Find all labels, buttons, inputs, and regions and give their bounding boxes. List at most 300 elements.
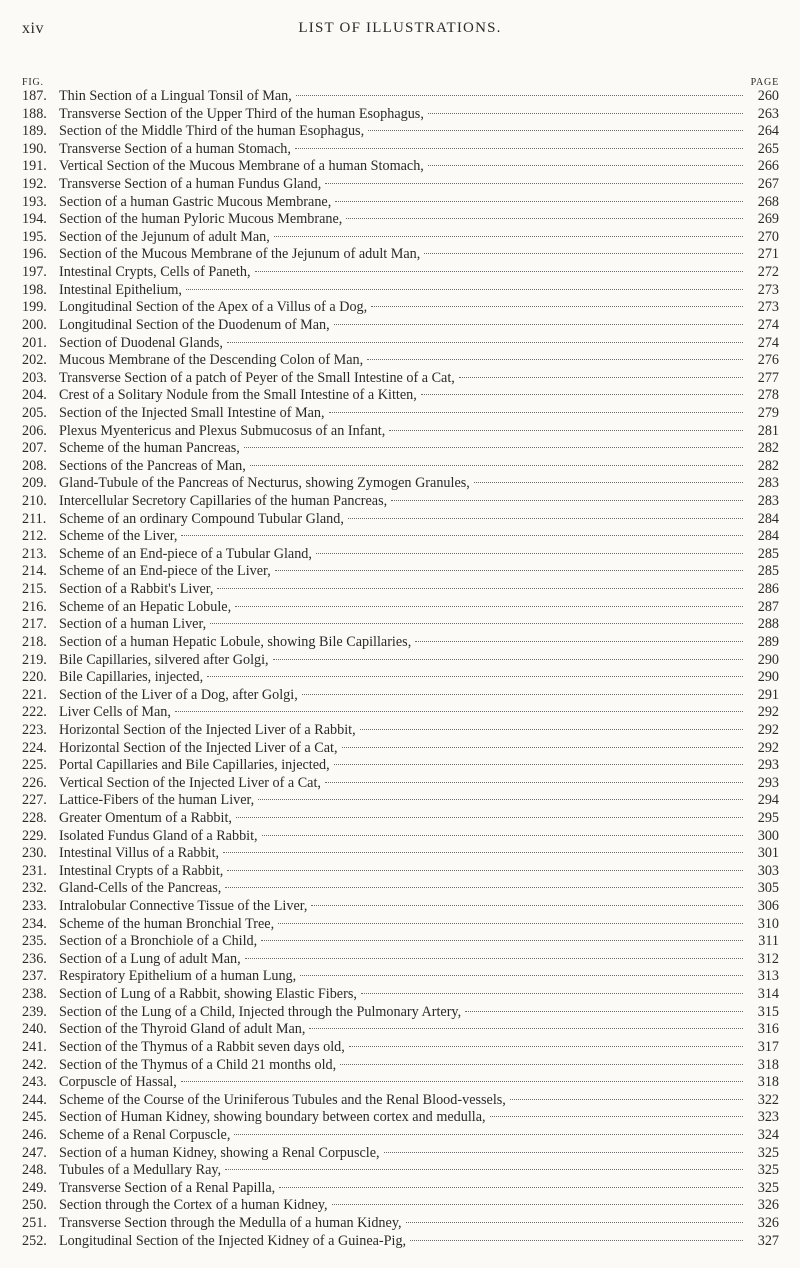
dot-leader: [367, 359, 743, 360]
figure-number: 211.: [22, 510, 47, 527]
list-item: [22, 968, 779, 986]
figure-number: 198.: [22, 281, 47, 298]
figure-number: 239.: [22, 1003, 47, 1020]
page-reference: 305: [757, 880, 779, 897]
list-item: [22, 299, 779, 317]
page-reference: 267: [757, 176, 779, 193]
figure-caption: Horizontal Section of the Injected Liver of a Cat,: [59, 739, 338, 756]
figure-caption: Intralobular Connective Tissue of the Liver,: [59, 898, 308, 915]
page-reference: 310: [757, 915, 779, 932]
page-reference: 281: [757, 422, 779, 439]
figure-caption: Scheme of the Liver,: [59, 528, 178, 545]
page-reference: 317: [757, 1038, 779, 1055]
figure-caption: Tubules of a Medullary Ray,: [59, 1162, 222, 1179]
figure-caption: Section of the Thymus of a Rabbit seven days old,: [59, 1038, 345, 1055]
figure-caption: Section of the Thyroid Gland of adult Man,: [59, 1021, 306, 1038]
figure-number: 187.: [22, 88, 47, 104]
page-reference: 285: [757, 563, 779, 580]
figure-caption: Scheme of the human Pancreas,: [59, 440, 240, 457]
page-reference: 325: [757, 1144, 779, 1161]
page-reference: 326: [757, 1197, 779, 1214]
page-reference: 292: [757, 721, 779, 738]
page-reference: 315: [757, 1003, 779, 1020]
figure-number: 230.: [22, 845, 47, 862]
list-item: [22, 123, 779, 141]
page-reference: 293: [757, 774, 779, 791]
figure-number: 221.: [22, 686, 47, 703]
list-item: [22, 828, 779, 846]
page-reference: 272: [757, 264, 779, 281]
page-reference: 284: [757, 510, 779, 527]
figure-caption: Transverse Section of a Renal Papilla,: [59, 1179, 276, 1196]
list-item: [22, 528, 779, 546]
list-item: [22, 264, 779, 282]
figure-number: 214.: [22, 563, 47, 580]
list-item: [22, 88, 779, 106]
dot-leader: [346, 218, 743, 219]
dot-leader: [302, 694, 743, 695]
page-reference: 314: [757, 986, 779, 1003]
figure-number: 234.: [22, 915, 47, 932]
list-item: [22, 141, 779, 159]
dot-leader: [296, 95, 743, 96]
figure-caption: Section of a human Gastric Mucous Membrane,: [59, 193, 332, 210]
dot-leader: [510, 1099, 743, 1100]
dot-leader: [275, 570, 743, 571]
figure-caption: Intestinal Epithelium,: [59, 281, 182, 298]
list-item: [22, 317, 779, 335]
figure-caption: Section of Duodenal Glands,: [59, 334, 223, 351]
page-reference: 260: [757, 88, 779, 104]
list-item: [22, 687, 779, 705]
figure-caption: Corpuscle of Hassal,: [59, 1074, 177, 1091]
list-item: [22, 387, 779, 405]
figure-caption: Intestinal Crypts of a Rabbit,: [59, 862, 224, 879]
figure-number: 247.: [22, 1144, 47, 1161]
figure-number: 219.: [22, 651, 47, 668]
running-title: LIST OF ILLUSTRATIONS.: [298, 20, 502, 36]
dot-leader: [279, 1187, 743, 1188]
list-item: [22, 704, 779, 722]
page-column-heading: PAGE: [750, 77, 779, 88]
dot-leader: [348, 518, 743, 519]
figure-caption: Intercellular Secretory Capillaries of the human Pancreas,: [59, 493, 388, 510]
page-reference: 306: [757, 898, 779, 915]
page-reference: 322: [757, 1091, 779, 1108]
figure-caption: Intestinal Villus of a Rabbit,: [59, 845, 220, 862]
figure-caption: Longitudinal Section of the Injected Kidney of a Guinea-Pig,: [59, 1232, 407, 1249]
figure-number: 216.: [22, 598, 47, 615]
list-item: [22, 722, 779, 740]
figure-number: 191.: [22, 158, 47, 175]
page-reference: 326: [757, 1215, 779, 1231]
figure-caption: Portal Capillaries and Bile Capillaries, injected,: [59, 757, 330, 774]
dot-leader: [410, 1240, 743, 1241]
list-item: [22, 282, 779, 300]
page-reference: 295: [757, 809, 779, 826]
dot-leader: [474, 482, 743, 483]
figure-number: 212.: [22, 528, 47, 545]
figure-caption: Gland-Tubule of the Pancreas of Necturus, showing Zymogen Granules,: [59, 475, 470, 492]
list-item: [22, 845, 779, 863]
figure-caption: Section of a Bronchiole of a Child,: [59, 933, 258, 950]
list-item: [22, 1215, 779, 1233]
list-item: [22, 1057, 779, 1075]
page-reference: 285: [757, 545, 779, 562]
page-reference: 301: [757, 845, 779, 862]
page-reference: 316: [757, 1021, 779, 1038]
list-item: [22, 757, 779, 775]
list-item: [22, 423, 779, 441]
dot-leader: [428, 165, 743, 166]
list-item: [22, 370, 779, 388]
list-item: [22, 1233, 779, 1251]
figure-number: 195.: [22, 228, 47, 245]
figure-number: 190.: [22, 140, 47, 157]
list-item: [22, 405, 779, 423]
figure-number: 251.: [22, 1215, 47, 1231]
dot-leader: [175, 711, 743, 712]
dot-leader: [349, 1046, 743, 1047]
dot-leader: [262, 835, 743, 836]
page-reference: 266: [757, 158, 779, 175]
figure-caption: Section of a human Hepatic Lobule, showing Bile Capillaries,: [59, 633, 412, 650]
figure-number: 196.: [22, 246, 47, 263]
figure-caption: Section of a human Kidney, showing a Renal Corpuscle,: [59, 1144, 380, 1161]
page-reference: 264: [757, 123, 779, 140]
list-item: [22, 880, 779, 898]
dot-leader: [223, 852, 743, 853]
figure-caption: Transverse Section of a human Fundus Gland,: [59, 176, 322, 193]
list-item: [22, 1004, 779, 1022]
figure-caption: Plexus Myentericus and Plexus Submucosus of an Infant,: [59, 422, 386, 439]
list-item: [22, 599, 779, 617]
list-item: [22, 1039, 779, 1057]
dot-leader: [361, 993, 743, 994]
figure-number: 205.: [22, 404, 47, 421]
figure-caption: Section of Lung of a Rabbit, showing Elastic Fibers,: [59, 986, 357, 1003]
figure-caption: Isolated Fundus Gland of a Rabbit,: [59, 827, 258, 844]
figure-number: 188.: [22, 105, 47, 122]
figure-caption: Section of the Jejunum of adult Man,: [59, 228, 270, 245]
page-reference: 276: [757, 352, 779, 369]
list-item: [22, 652, 779, 670]
figure-caption: Scheme of an ordinary Compound Tubular Gland,: [59, 510, 344, 527]
page-reference: 279: [757, 404, 779, 421]
figure-caption: Section of a human Liver,: [59, 616, 207, 633]
dot-leader: [368, 130, 743, 131]
dot-leader: [210, 623, 743, 624]
figure-number: 200.: [22, 316, 47, 333]
dot-leader: [421, 394, 743, 395]
figure-caption: Section of the Middle Third of the human Esophagus,: [59, 123, 365, 140]
page-reference: 324: [757, 1126, 779, 1143]
figure-caption: Longitudinal Section of the Duodenum of Man,: [59, 316, 330, 333]
figure-caption: Greater Omentum of a Rabbit,: [59, 809, 232, 826]
list-item: [22, 669, 779, 687]
dot-leader: [428, 113, 743, 114]
dot-leader: [316, 553, 743, 554]
figure-number: 224.: [22, 739, 47, 756]
figure-number: 241.: [22, 1038, 47, 1055]
figure-caption: Vertical Section of the Injected Liver of a Cat,: [59, 774, 321, 791]
figure-caption: Thin Section of a Lingual Tonsil of Man,: [59, 88, 292, 104]
dot-leader: [274, 236, 743, 237]
page-reference: 282: [757, 440, 779, 457]
page-reference: 265: [757, 140, 779, 157]
dot-leader: [325, 782, 743, 783]
illustrations-list: [22, 88, 779, 1250]
figure-number: 225.: [22, 757, 47, 774]
figure-number: 232.: [22, 880, 47, 897]
figure-caption: Sections of the Pancreas of Man,: [59, 457, 246, 474]
dot-leader: [342, 747, 743, 748]
dot-leader: [250, 465, 743, 466]
dot-leader: [309, 1028, 743, 1029]
page-reference: 284: [757, 528, 779, 545]
list-item: [22, 475, 779, 493]
dot-leader: [261, 940, 743, 941]
figure-number: 220.: [22, 669, 47, 686]
figure-number: 236.: [22, 950, 47, 967]
figure-number: 207.: [22, 440, 47, 457]
page-reference: 294: [757, 792, 779, 809]
dot-leader: [384, 1152, 743, 1153]
list-item: [22, 158, 779, 176]
list-item: [22, 792, 779, 810]
figure-caption: Section of Human Kidney, showing boundary between cortex and medulla,: [59, 1109, 486, 1126]
figure-number: 242.: [22, 1056, 47, 1073]
figure-number: 197.: [22, 264, 47, 281]
dot-leader: [490, 1116, 743, 1117]
figure-caption: Lattice-Fibers of the human Liver,: [59, 792, 255, 809]
figure-caption: Longitudinal Section of the Apex of a Villus of a Dog,: [59, 299, 368, 316]
figure-caption: Gland-Cells of the Pancreas,: [59, 880, 222, 897]
figure-number: 248.: [22, 1162, 47, 1179]
list-item: [22, 106, 779, 124]
dot-leader: [278, 923, 743, 924]
figure-number: 218.: [22, 633, 47, 650]
dot-leader: [415, 641, 743, 642]
page-reference: 303: [757, 862, 779, 879]
figure-number: 193.: [22, 193, 47, 210]
dot-leader: [334, 324, 743, 325]
figure-caption: Transverse Section of the Upper Third of the human Esophagus,: [59, 105, 424, 122]
page-reference: 313: [757, 968, 779, 985]
figure-number: 229.: [22, 827, 47, 844]
figure-number: 189.: [22, 123, 47, 140]
dot-leader: [329, 412, 743, 413]
dot-leader: [360, 729, 743, 730]
page-reference: 277: [757, 369, 779, 386]
dot-leader: [335, 201, 743, 202]
dot-leader: [225, 887, 743, 888]
figure-caption: Scheme of the Course of the Uriniferous Tubules and the Renal Blood-vessels,: [59, 1091, 506, 1108]
fig-column-heading: FIG.: [22, 77, 44, 88]
dot-leader: [244, 447, 743, 448]
figure-caption: Section of a Rabbit's Liver,: [59, 581, 214, 598]
dot-leader: [236, 817, 743, 818]
page-reference: 318: [757, 1056, 779, 1073]
dot-leader: [334, 764, 743, 765]
dot-leader: [227, 870, 743, 871]
dot-leader: [273, 659, 743, 660]
page-reference: 274: [757, 316, 779, 333]
figure-number: 202.: [22, 352, 47, 369]
page-reference: 291: [757, 686, 779, 703]
dot-leader: [234, 1134, 743, 1135]
figure-caption: Bile Capillaries, injected,: [59, 669, 204, 686]
page-header: [0, 14, 800, 40]
dot-leader: [181, 1081, 743, 1082]
figure-number: 217.: [22, 616, 47, 633]
dot-leader: [186, 289, 743, 290]
list-item: [22, 335, 779, 353]
list-item: [22, 440, 779, 458]
page-reference: 292: [757, 704, 779, 721]
list-item: [22, 458, 779, 476]
list-item: [22, 1092, 779, 1110]
dot-leader: [340, 1064, 743, 1065]
figure-number: 246.: [22, 1126, 47, 1143]
page-reference: 269: [757, 211, 779, 228]
dot-leader: [207, 676, 743, 677]
list-item: [22, 194, 779, 212]
figure-caption: Transverse Section through the Medulla of a human Kidney,: [59, 1215, 402, 1231]
page-reference: 288: [757, 616, 779, 633]
dot-leader: [235, 606, 743, 607]
list-item: [22, 810, 779, 828]
list-item: [22, 986, 779, 1004]
list-item: [22, 563, 779, 581]
list-item: [22, 1197, 779, 1215]
figure-number: 228.: [22, 809, 47, 826]
list-item: [22, 229, 779, 247]
figure-caption: Scheme of an End-piece of the Liver,: [59, 563, 271, 580]
figure-number: 249.: [22, 1179, 47, 1196]
figure-number: 245.: [22, 1109, 47, 1126]
figure-number: 215.: [22, 581, 47, 598]
figure-caption: Scheme of the human Bronchial Tree,: [59, 915, 275, 932]
dot-leader: [258, 799, 743, 800]
page-reference: 283: [757, 493, 779, 510]
list-item: [22, 933, 779, 951]
figure-number: 201.: [22, 334, 47, 351]
dot-leader: [227, 342, 743, 343]
page-reference: 311: [758, 933, 779, 950]
dot-leader: [371, 306, 743, 307]
list-item: [22, 775, 779, 793]
figure-caption: Section of the Mucous Membrane of the Jejunum of adult Man,: [59, 246, 421, 263]
figure-number: 208.: [22, 457, 47, 474]
dot-leader: [325, 183, 743, 184]
dot-leader: [225, 1169, 743, 1170]
list-item: [22, 1021, 779, 1039]
figure-caption: Section of the human Pyloric Mucous Membrane,: [59, 211, 343, 228]
figure-number: 226.: [22, 774, 47, 791]
page-reference: 325: [757, 1162, 779, 1179]
list-item: [22, 211, 779, 229]
list-item: [22, 898, 779, 916]
page-reference: 278: [757, 387, 779, 404]
figure-number: 192.: [22, 176, 47, 193]
dot-leader: [332, 1204, 743, 1205]
figure-caption: Section of the Injected Small Intestine of Man,: [59, 404, 325, 421]
list-item: [22, 1109, 779, 1127]
dot-leader: [295, 148, 743, 149]
page-reference: 271: [757, 246, 779, 263]
dot-leader: [181, 535, 743, 536]
figure-caption: Intestinal Crypts, Cells of Paneth,: [59, 264, 251, 281]
figure-caption: Bile Capillaries, silvered after Golgi,: [59, 651, 269, 668]
figure-number: 206.: [22, 422, 47, 439]
figure-caption: Scheme of an Hepatic Lobule,: [59, 598, 232, 615]
dot-leader: [391, 500, 743, 501]
figure-caption: Liver Cells of Man,: [59, 704, 171, 721]
figure-number: 237.: [22, 968, 47, 985]
list-item: [22, 616, 779, 634]
list-item: [22, 1162, 779, 1180]
page-reference: 290: [757, 651, 779, 668]
dot-leader: [311, 905, 743, 906]
figure-number: 238.: [22, 986, 47, 1003]
figure-number: 244.: [22, 1091, 47, 1108]
dot-leader: [406, 1222, 743, 1223]
list-item: [22, 634, 779, 652]
figure-caption: Mucous Membrane of the Descending Colon of Man,: [59, 352, 364, 369]
figure-number: 250.: [22, 1197, 47, 1214]
figure-caption: Crest of a Solitary Nodule from the Small Intestine of a Kitten,: [59, 387, 417, 404]
figure-caption: Vertical Section of the Mucous Membrane of a human Stomach,: [59, 158, 424, 175]
page-reference: 268: [757, 193, 779, 210]
dot-leader: [217, 588, 743, 589]
page-reference: 273: [757, 299, 779, 316]
list-item: [22, 493, 779, 511]
dot-leader: [245, 958, 743, 959]
page-reference: 292: [757, 739, 779, 756]
list-item: [22, 1127, 779, 1145]
figure-number: 194.: [22, 211, 47, 228]
list-item: [22, 1074, 779, 1092]
figure-number: 223.: [22, 721, 47, 738]
figure-number: 243.: [22, 1074, 47, 1091]
page-reference: 312: [757, 950, 779, 967]
figure-number: 231.: [22, 862, 47, 879]
dot-leader: [424, 253, 743, 254]
page-reference: 263: [757, 105, 779, 122]
page-reference: 300: [757, 827, 779, 844]
page-reference: 323: [757, 1109, 779, 1126]
figure-number: 227.: [22, 792, 47, 809]
list-item: [22, 1180, 779, 1198]
dot-leader: [255, 271, 743, 272]
page-reference: 290: [757, 669, 779, 686]
page-reference: 289: [757, 633, 779, 650]
page-reference: 273: [757, 281, 779, 298]
list-item: [22, 176, 779, 194]
page-reference: 327: [757, 1232, 779, 1249]
figure-caption: Section of the Thymus of a Child 21 months old,: [59, 1056, 337, 1073]
list-item: [22, 581, 779, 599]
figure-number: 233.: [22, 898, 47, 915]
figure-number: 210.: [22, 493, 47, 510]
page-reference: 318: [757, 1074, 779, 1091]
list-item: [22, 740, 779, 758]
list-item: [22, 916, 779, 934]
list-item: [22, 951, 779, 969]
figure-number: 240.: [22, 1021, 47, 1038]
figure-number: 252.: [22, 1232, 47, 1249]
